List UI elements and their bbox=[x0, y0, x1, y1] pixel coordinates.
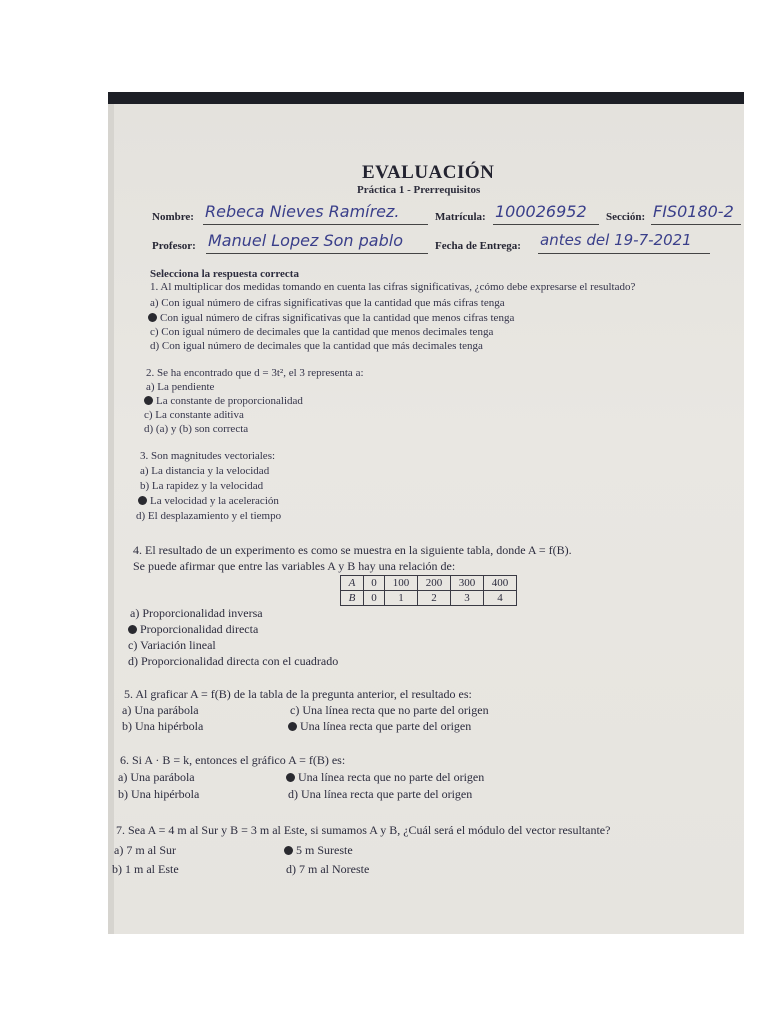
q6-option-a: a) Una parábola bbox=[118, 770, 195, 784]
q5-option-d-text: Una línea recta que parte del origen bbox=[300, 719, 472, 733]
q7-option-b: b) 1 m al Este bbox=[112, 862, 179, 876]
table-cell: 1 bbox=[385, 591, 418, 606]
q6-option-d: d) Una línea recta que parte del origen bbox=[288, 787, 473, 801]
q3-option-b: b) La rapidez y la velocidad bbox=[140, 480, 264, 492]
table-cell: A bbox=[341, 576, 364, 591]
selected-answer-mark-icon bbox=[128, 625, 137, 634]
q1-option-a: a) Con igual número de cifras significativas que la cantidad que más cifras tenga bbox=[150, 297, 505, 309]
seccion-value: FIS0180-2 bbox=[653, 202, 734, 221]
q1-prompt: 1. Al multiplicar dos medidas tomando en cuenta las cifras significativas, ¿cómo debe expresarse el resultado? bbox=[150, 281, 636, 293]
table-cell: 200 bbox=[418, 576, 451, 591]
page-title: EVALUACIÓN bbox=[362, 162, 495, 183]
q6-option-c-text: Una línea recta que no parte del origen bbox=[298, 770, 485, 784]
q2-option-b bbox=[144, 395, 303, 407]
table-row bbox=[341, 576, 517, 591]
fecha-label: Fecha de Entrega: bbox=[435, 240, 521, 252]
q3-option-c bbox=[138, 495, 279, 507]
seccion-label: Sección: bbox=[606, 211, 646, 223]
q1-option-d: d) Con igual número de decimales que la cantidad que más decimales tenga bbox=[150, 340, 483, 352]
profesor-value: Manuel Lopez Son pablo bbox=[208, 231, 403, 250]
paper-edge-shadow bbox=[108, 104, 114, 934]
q7-option-c-text: 5 m Sureste bbox=[296, 843, 353, 857]
q7-option-c bbox=[284, 843, 353, 858]
matricula-underline bbox=[493, 224, 599, 225]
q7-option-d: d) 7 m al Noreste bbox=[286, 862, 370, 876]
table-cell: 3 bbox=[451, 591, 484, 606]
q4-option-c: c) Variación lineal bbox=[128, 638, 216, 652]
q2-option-d: d) (a) y (b) son correcta bbox=[144, 423, 249, 435]
matricula-label: Matrícula: bbox=[435, 211, 486, 223]
q4-option-b-text: Proporcionalidad directa bbox=[140, 622, 259, 636]
q5-option-b: b) Una hipérbola bbox=[122, 719, 204, 733]
q6-option-c bbox=[286, 770, 484, 785]
q4-option-a: a) Proporcionalidad inversa bbox=[130, 606, 263, 620]
selected-answer-mark-icon bbox=[284, 846, 293, 855]
table-cell: 400 bbox=[484, 576, 517, 591]
q6-prompt: 6. Si A · B = k, entonces el gráfico A = f(B) es: bbox=[120, 753, 346, 767]
q2-option-c: c) La constante aditiva bbox=[144, 409, 244, 421]
seccion-underline bbox=[651, 224, 741, 225]
profesor-label: Profesor: bbox=[152, 240, 196, 252]
q7-option-a: a) 7 m al Sur bbox=[114, 843, 176, 857]
selected-answer-mark-icon bbox=[286, 773, 295, 782]
q5-option-a: a) Una parábola bbox=[122, 703, 199, 717]
q5-option-d bbox=[288, 719, 471, 734]
table-cell: 300 bbox=[451, 576, 484, 591]
selected-answer-mark-icon bbox=[288, 722, 297, 731]
q1-option-b-text: Con igual número de cifras significativas que la cantidad que menos cifras tenga bbox=[160, 312, 515, 324]
q5-prompt: 5. Al graficar A = f(B) de la tabla de la pregunta anterior, el resultado es: bbox=[124, 687, 472, 701]
data-table bbox=[340, 575, 517, 606]
table-cell: 2 bbox=[418, 591, 451, 606]
table-cell: 0 bbox=[364, 591, 385, 606]
q2-option-a: a) La pendiente bbox=[146, 381, 215, 393]
table-cell: B bbox=[341, 591, 364, 606]
nombre-value: Rebeca Nieves Ramírez. bbox=[205, 202, 400, 221]
q4-option-b bbox=[128, 622, 258, 637]
q3-prompt: 3. Son magnitudes vectoriales: bbox=[140, 450, 276, 462]
selected-answer-mark-icon bbox=[148, 313, 157, 322]
q3-option-a: a) La distancia y la velocidad bbox=[140, 465, 270, 477]
nombre-label: Nombre: bbox=[152, 211, 194, 223]
q2-prompt: 2. Se ha encontrado que d = 3t², el 3 representa a: bbox=[146, 367, 364, 379]
matricula-value: 100026952 bbox=[495, 202, 587, 221]
q4-option-d: d) Proporcionalidad directa con el cuadrado bbox=[128, 654, 339, 668]
q4-prompt-line1: 4. El resultado de un experimento es como se muestra en la siguiente tabla, donde A = f(B). bbox=[133, 543, 572, 557]
selected-answer-mark-icon bbox=[138, 496, 147, 505]
q1-option-c: c) Con igual número de decimales que la cantidad que menos decimales tenga bbox=[150, 326, 494, 338]
selected-answer-mark-icon bbox=[144, 396, 153, 405]
q2-option-b-text: La constante de proporcionalidad bbox=[156, 395, 303, 407]
table-cell: 100 bbox=[385, 576, 418, 591]
fecha-value: antes del 19-7-2021 bbox=[540, 231, 692, 249]
q3-option-d: d) El desplazamiento y el tiempo bbox=[136, 510, 282, 522]
q1-option-b bbox=[148, 312, 514, 324]
q7-prompt: 7. Sea A = 4 m al Sur y B = 3 m al Este, si sumamos A y B, ¿Cuál será el módulo del vector resultante? bbox=[116, 823, 611, 837]
fecha-underline bbox=[538, 253, 710, 254]
nombre-underline bbox=[203, 224, 428, 225]
profesor-underline bbox=[206, 253, 428, 254]
instructions: Selecciona la respuesta correcta bbox=[150, 268, 299, 280]
q6-option-b: b) Una hipérbola bbox=[118, 787, 200, 801]
q4-prompt-line2: Se puede afirmar que entre las variables A y B hay una relación de: bbox=[133, 559, 456, 573]
q5-option-c: c) Una línea recta que no parte del origen bbox=[290, 703, 489, 717]
table-cell: 4 bbox=[484, 591, 517, 606]
q3-option-c-text: La velocidad y la aceleración bbox=[150, 495, 279, 507]
page-subtitle: Práctica 1 - Prerrequisitos bbox=[357, 184, 481, 196]
table-row bbox=[341, 591, 517, 606]
table-cell: 0 bbox=[364, 576, 385, 591]
